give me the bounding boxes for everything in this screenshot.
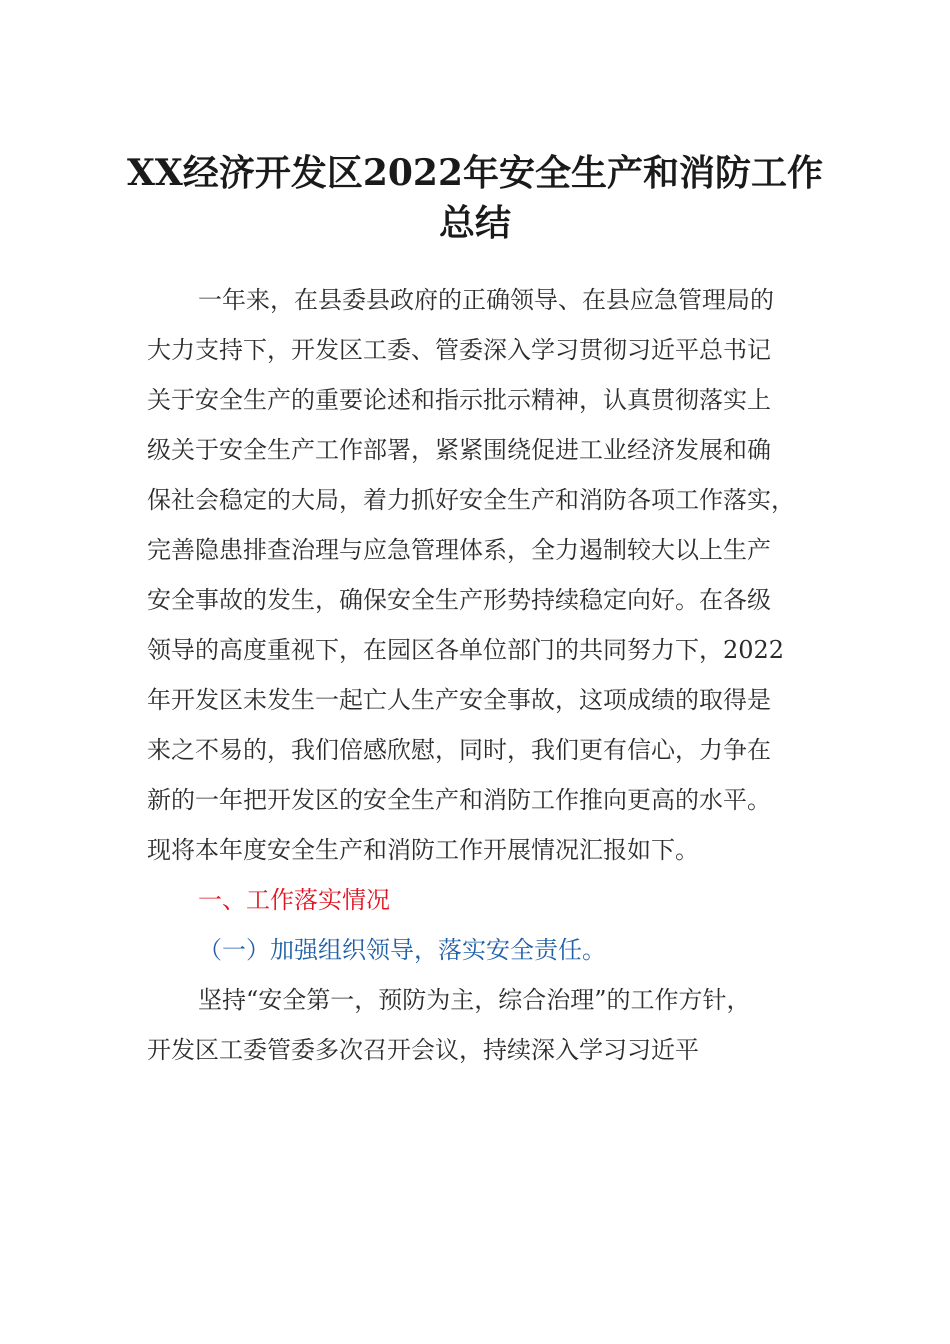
section-1-heading: 一、工作落实情况 [198,886,390,914]
intro-line-10: 来之不易的，我们倍感欣慰，同时，我们更有信心，力争在 [147,736,771,764]
subsection-1-line-1: 坚持“安全第一，预防为主，综合治理”的工作方针， [198,986,751,1014]
intro-line-5: 保社会稳定的大局，着力抓好安全生产和消防各项工作落实， [147,486,795,514]
intro-line-9: 年开发区未发生一起亡人生产安全事故，这项成绩的取得是 [147,686,771,714]
document-title-line-1: XX经济开发区2022年安全生产和消防工作 [126,152,824,194]
intro-line-6: 完善隐患排查治理与应急管理体系，全力遏制较大以上生产 [147,536,771,564]
intro-line-4: 级关于安全生产工作部署，紧紧围绕促进工业经济发展和确 [147,436,771,464]
intro-line-11: 新的一年把开发区的安全生产和消防工作推向更高的水平。 [147,786,771,814]
intro-line-1: 一年来，在县委县政府的正确领导、在县应急管理局的 [198,286,774,314]
subsection-1-line-2: 开发区工委管委多次召开会议，持续深入学习习近平 [147,1036,699,1064]
document-title-line-2: 总结 [438,202,511,244]
intro-line-7: 安全事故的发生，确保安全生产形势持续稳定向好。在各级 [147,586,771,614]
intro-line-8: 领导的高度重视下，在园区各单位部门的共同努力下，2022 [147,636,785,664]
intro-line-2: 大力支持下，开发区工委、管委深入学习贯彻习近平总书记 [147,336,771,364]
intro-line-3: 关于安全生产的重要论述和指示批示精神，认真贯彻落实上 [147,386,771,414]
subsection-1-heading: （一）加强组织领导，落实安全责任。 [198,936,606,964]
intro-line-12: 现将本年度安全生产和消防工作开展情况汇报如下。 [147,836,699,864]
